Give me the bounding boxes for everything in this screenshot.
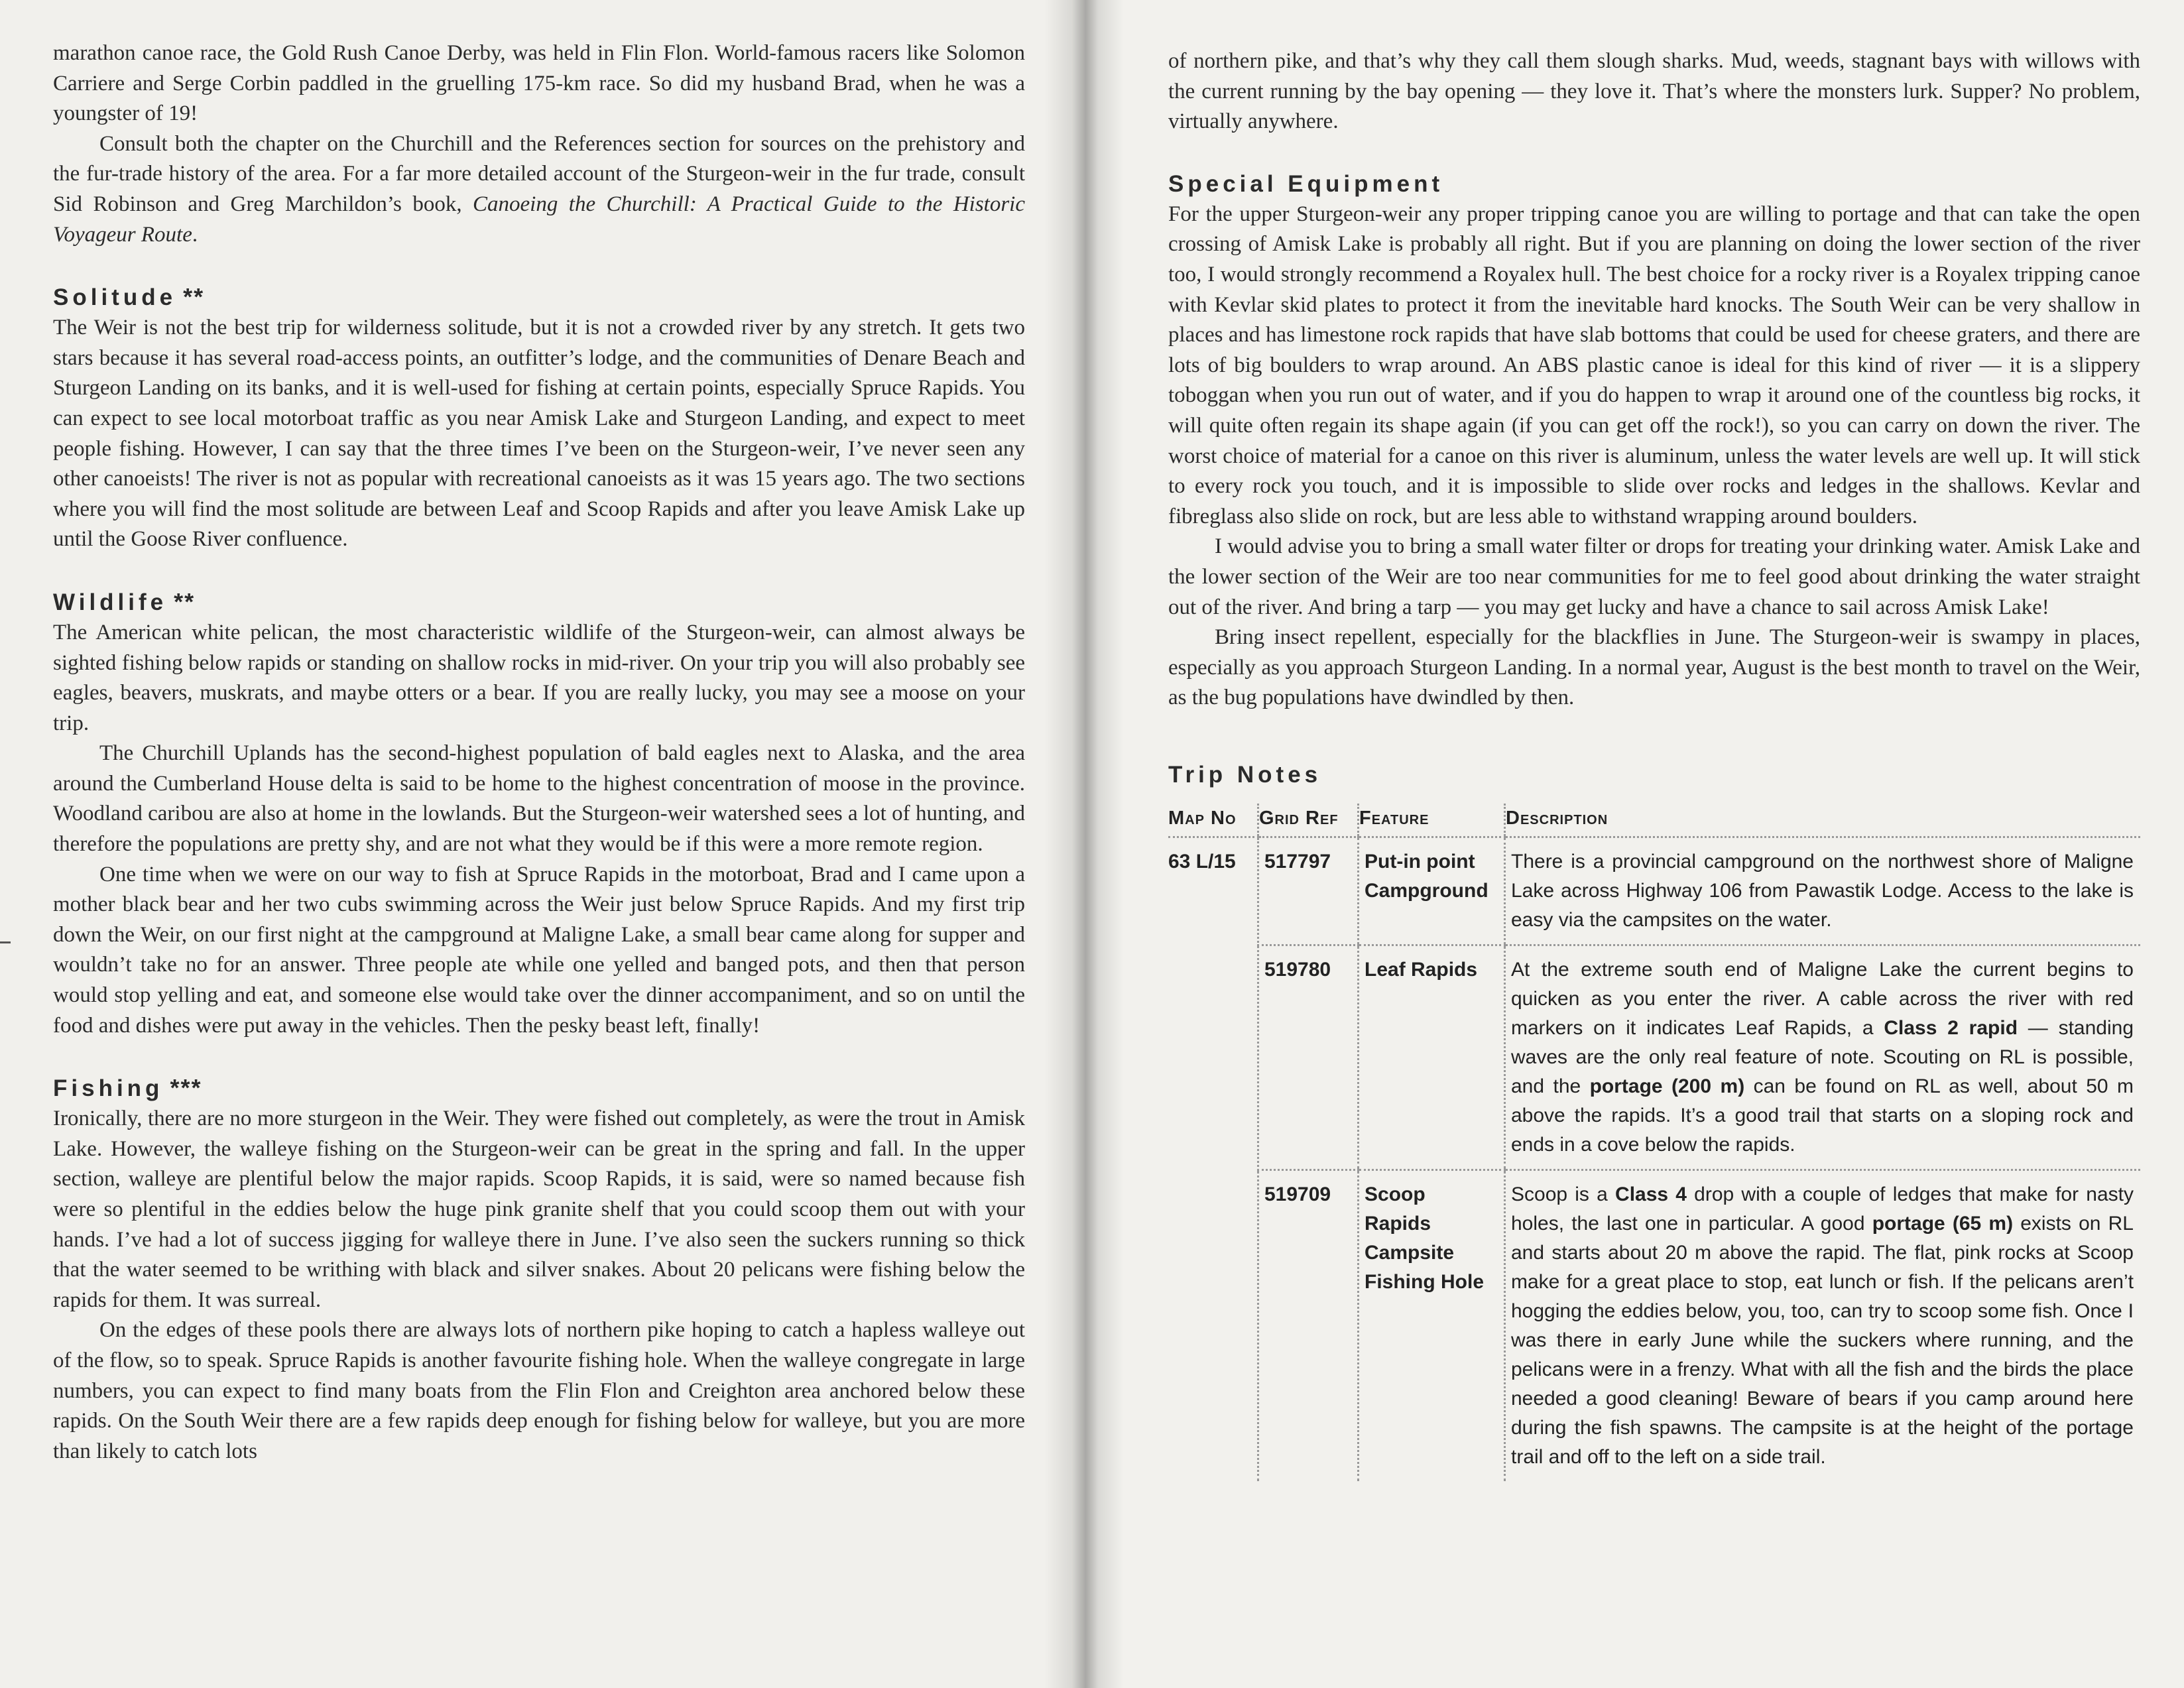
header-grid-ref: Grid Ref [1258,804,1359,837]
desc-text: exists on RL and starts about 20 m above the rapid. The flat, pink rocks at Scoop make for a great place to stop, eat lunch or fish. If the pelicans aren’t hogging the eddies below, you, too, can try to scoop some fish. Once I was there in early June while the suckers where running, and the pelicans were in a frenzy. What with all the fish and the birds the place needed a good cleaning! Beware of bears if you camp around here during the fish spawns. The campsite is at the height of the portage trail and off to the left on a side trail. [1511,1212,2134,1468]
header-map-no: Map No [1168,804,1258,837]
rapid-class: Class 2 rapid [1884,1016,2018,1039]
header-description: Description [1505,804,2141,837]
desc-text: drop with a couple of ledges that make for nasty holes, the last one in particular. A good [1511,1183,2134,1235]
fishing-title: Fishing [53,1075,164,1102]
wildlife-paragraph-3: One time when we were on our way to fish at Spruce Rapids in the motorboat, Brad and I came upon a mother black bear and her two cubs swimming across the Weir just below Spruce Rapids. And my first trip down the Weir, on our first night at the campground at Maligne Lake, a small bear came along for supper and wouldn’t take no for an answer. Three people ate while one yelled and banged pots, and then that person would stop yelling and eat, and someone else would take over the dinner accompaniment, and so on until the food and dishes were put away in the vehicles. Then the pesky beast left, finally! [53,862,1025,1038]
header-feature: Feature [1359,804,1505,837]
special-equipment-paragraph-3: Bring insect repellent, especially for the blackflies in June. The Sturgeon-weir is swampy in places, especially as you approach Sturgeon Landing. In a normal year, August is the best month to travel on the Weir, as the bug populations have dwindled by then. [1168,625,2140,710]
intro-paragraph-2-text: Consult both the chapter on the Churchill and the References section for sources on the prehistory and the fur-trade history of the area. For a far more detailed account of the Sturgeon-weir in the fur trade, consult Sid Robinson and Greg Marchildon’s book, [53,131,1025,216]
fishing-paragraph-1: Ironically, there are no more sturgeon in the Weir. They were fished out completely, as were the trout in Amisk Lake. However, the walleye fishing on the Sturgeon-weir can be great in the spring and fall. In the upper section, walleye are plentiful below the major rapids. Scoop Rapids, it is said, were so named because fish were so plentiful in the eddies below the huge pink granite shelf that you could scoop them out with your hands. I’ve had a lot of success jigging for walleye there in June. I’ve also seen the suckers running so thick that the water seemed to be writhing with black and silver snakes. About 20 pelicans were fishing below the rapids for them. It was surreal. [53,1107,1025,1312]
special-equipment-heading: Special Equipment [1168,170,1444,197]
wildlife-heading [53,587,1025,618]
table-row [1168,1170,2140,1481]
trip-notes-table [1168,804,2140,1481]
desc-text: At the extreme south end of Maligne Lake the current begins to quicken as you enter the river. A cable across the river with red markers on it indicates Leaf Rapids, a [1511,958,2134,1039]
grid-ref-cell: 519709 [1258,1170,1359,1481]
solitude-heading [53,282,1025,313]
wildlife-paragraph-2: The Churchill Uplands has the second-highest population of bald eagles next to Alaska, and the area around the Cumberland House delta is said to be home to the highest concentration of moose in the province. Woodland caribou are also at home in the lowlands. But the Sturgeon-weir watershed sees a lot of hunting, and therefore the populations are pretty shy, and are not what they would be if this were a more remote region. [53,741,1025,857]
feature-cell [1359,945,1505,1170]
desc-text: can be found on RL as well, about 50 m above the rapids. It’s a good trail that starts on a sloping rock and ends in a cove below the rapids. [1511,1075,2134,1156]
portage-length: portage (65 m) [1872,1212,2014,1235]
map-no-cell [1168,1170,1258,1481]
special-equipment-paragraph-2: I would advise you to bring a small water filter or drops for treating your drinking water. Amisk Lake and the lower section of the Weir are too near communities for me to feel good about drinking the water straight out of the river. And bring a tarp — you may get lucky and have a chance to sail across Amisk Lake! [1168,534,2140,619]
trip-notes-header-row [1168,804,2140,837]
right-column [1168,46,2140,1481]
description-cell [1505,1170,2141,1481]
left-column [53,38,1025,1467]
grid-ref-cell: 519780 [1258,945,1359,1170]
table-row [1168,945,2140,1170]
map-no-cell [1168,945,1258,1170]
wildlife-paragraph-1: The American white pelican, the most characteristic wildlife of the Sturgeon-weir, can almost always be sighted fishing below rapids or standing on shallow rocks in mid-river. On your trip you will also probably see eagles, beavers, muskrats, and maybe otters or a bear. If you are really lucky, you may see a moose on your trip. [53,620,1025,735]
map-no-cell: 63 L/15 [1168,850,1236,873]
feature-line: Campsite [1365,1241,1455,1264]
desc-text: — standing waves are the only real feature of note. Scouting on RL is possible, and the [1511,1016,2134,1097]
feature-line: Scoop Rapids [1365,1183,1431,1235]
fishing-stars: *** [170,1074,202,1102]
table-row [1168,837,2140,945]
solitude-title: Solitude [53,284,177,311]
wildlife-stars: ** [174,587,196,615]
solitude-stars: ** [183,283,205,311]
description-cell [1505,945,2141,1170]
book-title: Canoeing the Churchill: A Practical Guide to the Historic Voyageur Route [53,192,1025,247]
fishing-paragraph-2: On the edges of these pools there are always lots of northern pike hoping to catch a hapless walleye out of the flow, so to speak. Spruce Rapids is another favourite fishing hole. When the walleye congregate in large numbers, you can expect to find many boats from the Flin Flon and Creighton area anchored below these rapids. On the South Weir there are a few rapids deep enough for fishing below for walleye, but you are more than likely to catch lots [53,1318,1025,1463]
page-edge-mark [0,941,11,943]
fishing-heading [53,1073,1025,1104]
wildlife-title: Wildlife [53,589,168,615]
feature-cell [1359,837,1505,945]
intro-paragraph-2-end: . [192,222,198,247]
intro-paragraph-2 [53,129,1025,250]
solitude-paragraph: The Weir is not the best trip for wilderness solitude, but it is not a crowded river by any stretch. It gets two stars because it has several road-access points, an outfitter’s lodge, and the communities of Denare Beach and Sturgeon Landing on its banks, and it is well-used for fishing at certain points, especially Spruce Rapids. You can expect to see local motorboat traffic as you near Amisk Lake and Sturgeon Landing, and expect to meet people fishing. However, I can say that the three times I’ve been on the Sturgeon-weir, I’ve never seen any other canoeists! The river is not as popular with recreational canoeists as it was 15 years ago. The two sections where you will find the most solitude are between Leaf and Scoop Rapids and after you leave Amisk Lake up until the Goose River confluence. [53,316,1025,552]
portage-length: portage (200 m) [1589,1075,1745,1097]
feature-cell [1359,1170,1505,1481]
desc-text: Scoop is a [1511,1183,1616,1205]
rapid-class: Class 4 [1615,1183,1687,1205]
feature-line: Leaf Rapids [1365,958,1478,981]
feature-line: Fishing Hole [1365,1270,1484,1293]
trip-notes-heading: Trip Notes [1168,761,1322,788]
special-equipment-paragraph-1: For the upper Sturgeon-weir any proper tripping canoe you are willing to portage and that can take the open crossing of Amisk Lake is probably all right. But if you are planning on doing the lower section of the river too, I would strongly recommend a Royalex hull. The best choice for a rocky river is a Royalex tripping canoe with Kevlar skid plates to protect it from the inevitable hard knocks. The South Weir can be very shallow in places and has limestone rock rapids that have slab bottoms that could be used for cheese graters, and there are lots of big boulders to wrap around. An ABS plastic canoe is ideal for this kind of river — it is a slippery toboggan when you run out of water, and if you do happen to wrap it around one of the countless big rocks, it will quite often regain its shape again (if you can get off the rock!), so you can carry on down the river. The worst choice of material for a canoe on this river is aluminum, unless the water levels are well up. It will stick to every rock you touch, and it is impossible to slide over rocks and ledges in the shallows. Kevlar and fibreglass also slide on rock, but are less able to withstand wrapping around boulders. [1168,202,2140,528]
grid-ref-cell: 517797 [1258,837,1359,945]
fishing-continued-paragraph: of northern pike, and that’s why they call them slough sharks. Mud, weeds, stagnant bays with willows with the current running by the bay opening — they love it. That’s where the monsters lurk. Supper? No problem, virtually anywhere. [1168,49,2140,134]
description-cell: There is a provincial campground on the northwest shore of Maligne Lake across Highway 106 from Pawastik Lodge. Access to the lake is easy via the campsites on the water. [1505,837,2141,945]
feature-line: Campground [1365,879,1488,902]
feature-line: Put-in point [1365,850,1475,873]
intro-paragraph-1: marathon canoe race, the Gold Rush Canoe Derby, was held in Flin Flon. World-famous racers like Solomon Carriere and Serge Corbin paddled in the gruelling 175-km race. So did my husband Brad, when he was a youngster of 19! [53,41,1025,126]
book-gutter [1044,0,1124,1688]
